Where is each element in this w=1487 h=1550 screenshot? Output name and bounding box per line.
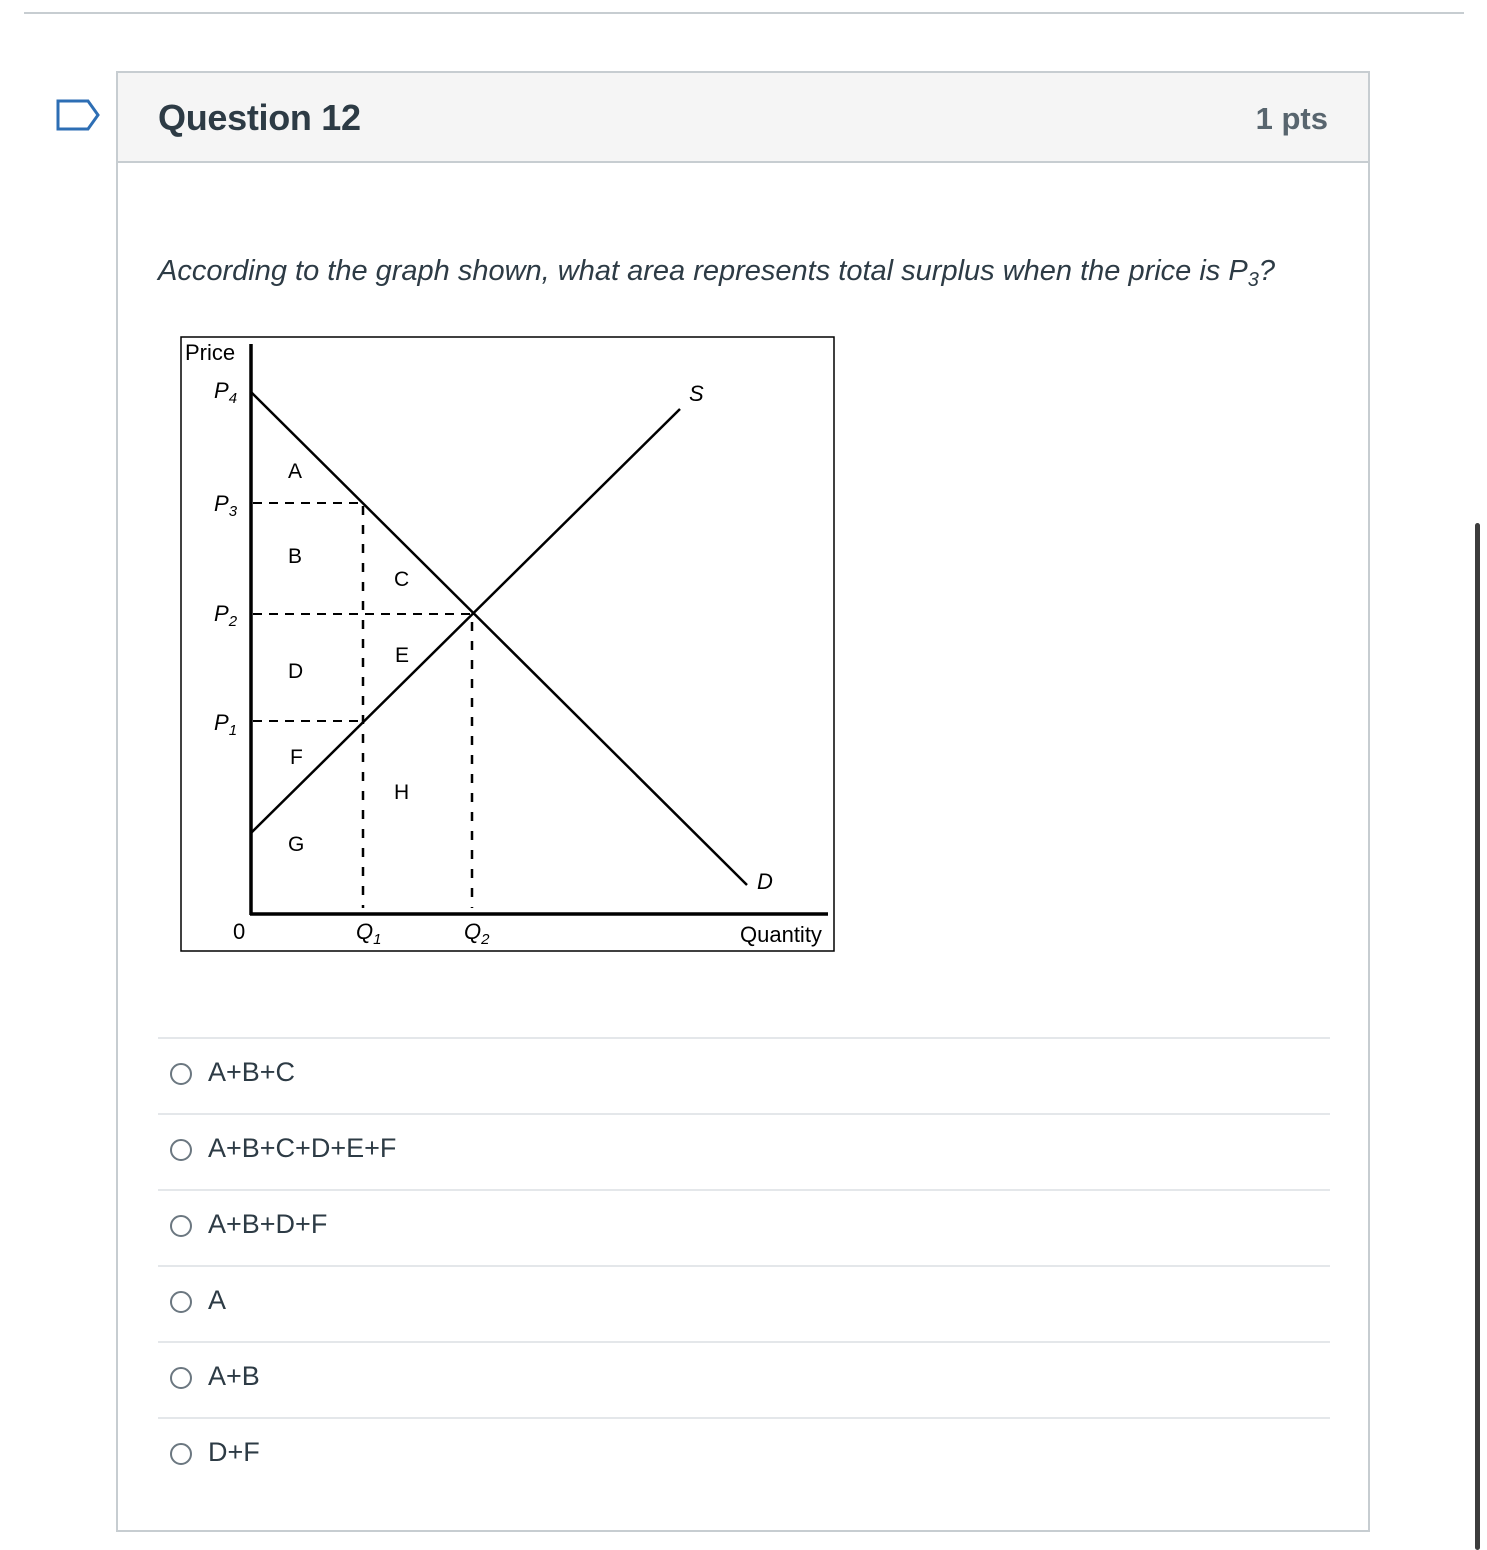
radio-button[interactable] bbox=[170, 1367, 192, 1389]
question-text-main: According to the graph shown, what area represents total surplus when the price is P bbox=[158, 255, 1248, 287]
radio-button[interactable] bbox=[170, 1063, 192, 1085]
answer-option[interactable] bbox=[158, 1265, 1330, 1341]
area-label-c: C bbox=[394, 568, 410, 591]
flag-question-icon[interactable] bbox=[56, 99, 100, 131]
area-label-g: G bbox=[288, 833, 305, 856]
p1-label: $P_1$ bbox=[214, 710, 238, 739]
y-axis-title: Price bbox=[185, 340, 236, 365]
radio-button[interactable] bbox=[170, 1139, 192, 1161]
radio-button[interactable] bbox=[170, 1443, 192, 1465]
question-title: Question 12 bbox=[158, 97, 361, 138]
area-label-e: E bbox=[395, 644, 410, 667]
answer-label[interactable]: D+F bbox=[208, 1437, 260, 1467]
answer-option[interactable] bbox=[158, 1341, 1330, 1417]
supply-label: S bbox=[689, 381, 704, 406]
area-label-b: B bbox=[288, 545, 303, 568]
radio-button[interactable] bbox=[170, 1215, 192, 1237]
q2-label: $Q_2$ bbox=[464, 919, 490, 948]
area-label-f: F bbox=[290, 746, 303, 769]
p2-label: $P_2$ bbox=[214, 601, 238, 630]
radio-button[interactable] bbox=[170, 1291, 192, 1313]
graph-frame bbox=[181, 337, 834, 951]
answer-option[interactable] bbox=[158, 1417, 1330, 1493]
question-header bbox=[118, 73, 1368, 163]
origin-label: 0 bbox=[233, 919, 246, 944]
q1-label: $Q_1$ bbox=[356, 919, 382, 948]
x-axis-title: Quantity bbox=[740, 922, 822, 947]
p3-label: $P_3$ bbox=[214, 491, 238, 520]
demand-label: D bbox=[757, 869, 773, 894]
question-text bbox=[158, 255, 1275, 292]
question-text-end: ? bbox=[1258, 255, 1275, 287]
area-label-h: H bbox=[394, 781, 410, 804]
top-divider bbox=[24, 12, 1464, 14]
answer-option[interactable] bbox=[158, 1189, 1330, 1265]
area-label-d: D bbox=[288, 660, 304, 683]
answer-label[interactable]: A+B+D+F bbox=[208, 1209, 328, 1239]
answer-label[interactable]: A+B+C bbox=[208, 1057, 296, 1087]
answer-label[interactable]: A bbox=[208, 1285, 227, 1315]
question-card bbox=[116, 71, 1370, 1532]
answer-option[interactable] bbox=[158, 1113, 1330, 1189]
area-label-a: A bbox=[288, 460, 303, 483]
answer-label[interactable]: A+B bbox=[208, 1361, 260, 1391]
answer-list bbox=[158, 1037, 1330, 1493]
p4-label: $P_4$ bbox=[214, 378, 238, 407]
question-text-subscript: 3 bbox=[1247, 269, 1259, 291]
answer-option[interactable] bbox=[158, 1037, 1330, 1113]
answer-label[interactable]: A+B+C+D+E+F bbox=[208, 1133, 397, 1163]
supply-demand-graph bbox=[180, 336, 835, 952]
question-points: 1 pts bbox=[1255, 101, 1328, 136]
scrollbar[interactable] bbox=[1475, 523, 1480, 1550]
